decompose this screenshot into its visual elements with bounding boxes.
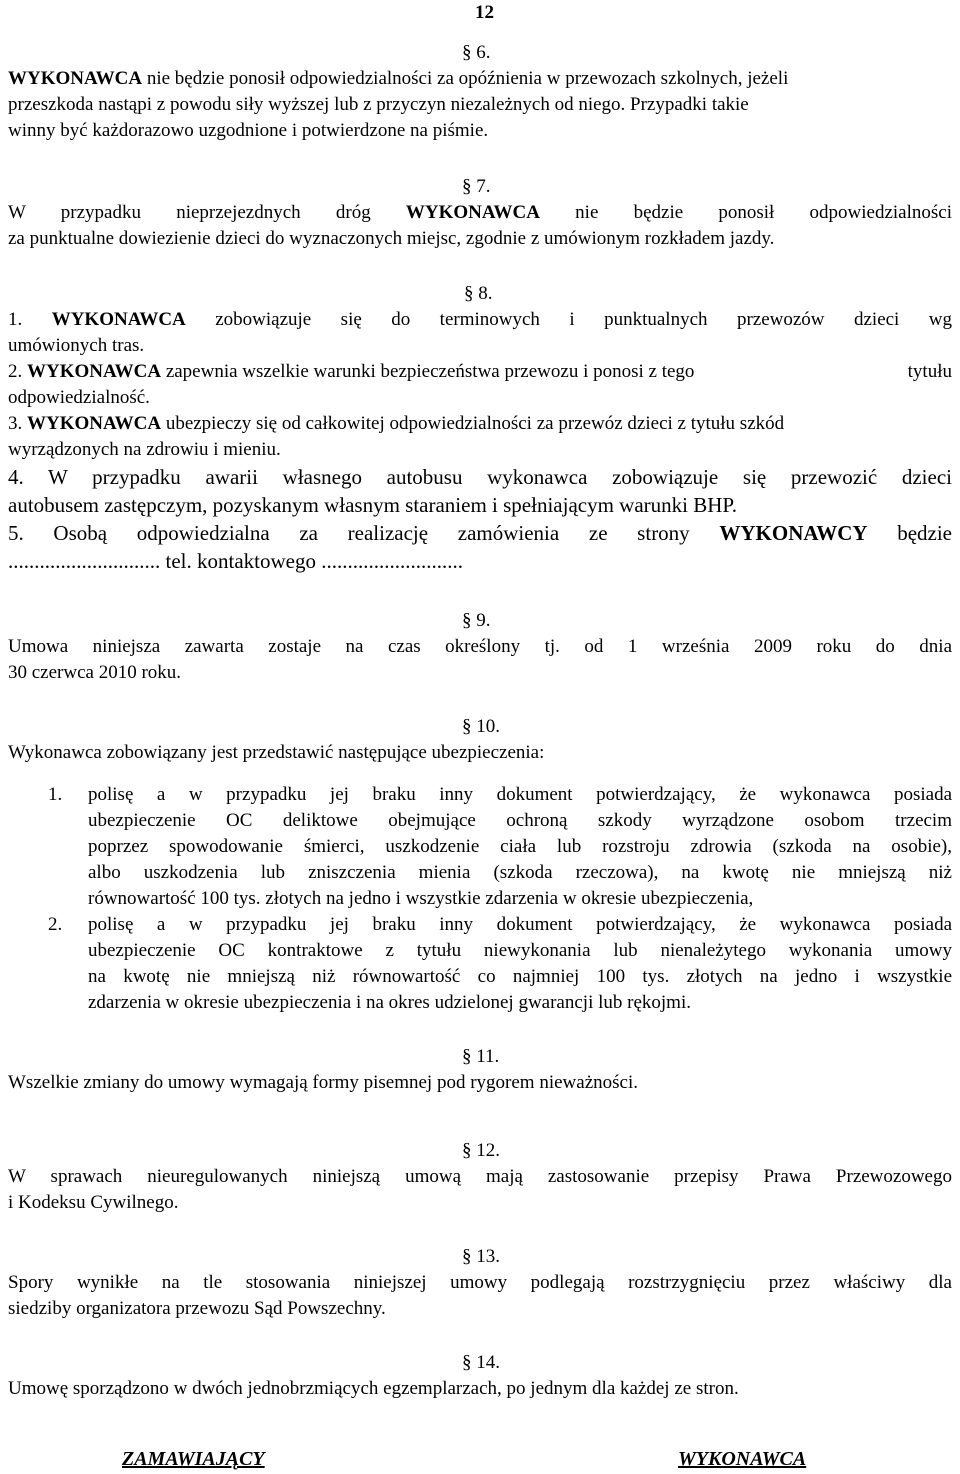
section-mark: § 14. <box>462 1352 500 1373</box>
text-line: na kwotę nie mniejszą niż równowartość co najmniej 100 tys. złotych na jedno i wszystkie <box>88 966 952 987</box>
text-line: polisę a w przypadku jej braku inny dokument potwierdzający, że wykonawca posiada <box>88 914 952 935</box>
item-text <box>88 782 952 912</box>
bold-term: WYKONAWCA <box>405 202 540 223</box>
section-7-text <box>8 200 952 252</box>
text-line: ubezpieczenie OC kontraktowe z tytułu niewykonania lub nienależytego wykonania umowy <box>88 940 952 961</box>
section-10-intro: Wykonawca zobowiązany jest przedstawić następujące ubezpieczenia: <box>8 742 545 763</box>
text-line: siedziby organizatora przewozu Sąd Powszechny. <box>8 1298 386 1319</box>
item-number: 2. <box>8 361 27 382</box>
bold-term: WYKONAWCY <box>719 521 868 545</box>
bold-term: WYKONAWCA <box>27 413 162 434</box>
item-number: 1. <box>8 309 52 330</box>
text-line: ubezpieczy się od całkowitej odpowiedzialności za przewóz dzieci z tytułu szkód <box>161 413 785 434</box>
text-line: poprzez spowodowanie śmierci, uszkodzenie ciała lub rozstroju zdrowia (szkoda na osobie), <box>88 836 952 857</box>
text-line: odpowiedzialność. <box>8 387 150 408</box>
item-number: 3. <box>8 413 27 434</box>
text-line: za punktualne dowiezienie dzieci do wyznaczonych miejsc, zgodnie z umówionym rozkładem jazdy. <box>8 228 775 249</box>
section-mark: § 7. <box>462 176 491 197</box>
text-line: przeszkoda nastąpi z powodu siły wyższej lub z przyczyn niezależnych od niego. Przypadki takie <box>8 94 749 115</box>
section-8-text <box>8 307 952 575</box>
text-line: wyrządzonych na zdrowiu i mieniu. <box>8 439 281 460</box>
text-line: Umowa niniejsza zawarta zostaje na czas określony tj. od 1 września 2009 roku do dnia <box>8 636 952 657</box>
text-line: W sprawach nieuregulowanych niniejszą umową mają zastosowanie przepisy Prawa Przewozowego <box>8 1166 952 1187</box>
section-mark: § 11. <box>462 1046 500 1067</box>
text-line: autobusem zastępczym, pozyskanym własnym staraniem i spełniającym warunki BHP. <box>8 493 738 517</box>
section-mark: § 10. <box>462 716 500 737</box>
text-line: winny być każdorazowo uzgodnione i potwierdzone na piśmie. <box>8 120 489 141</box>
section-mark: § 8. <box>464 283 493 304</box>
bold-term: WYKONAWCA <box>27 361 162 382</box>
text-line: 30 czerwca 2010 roku. <box>8 662 182 683</box>
bold-term: WYKONAWCA <box>51 309 186 330</box>
item-text <box>88 912 952 1016</box>
section-mark: § 12. <box>462 1140 500 1161</box>
text-line: będzie <box>867 521 952 545</box>
section-13-text <box>8 1270 952 1322</box>
section-6-text <box>8 66 952 144</box>
section-mark: § 6. <box>462 42 491 63</box>
text-line: ubezpieczenie OC deliktowe obejmujące ochroną szkody wyrządzone osobom trzecim <box>88 810 952 831</box>
text-line: Spory wynikłe na tle stosowania niniejszej umowy podlegają rozstrzygnięciu przez właściwy dla <box>8 1272 952 1293</box>
text-line: W przypadku nieprzejezdnych dróg <box>8 202 406 223</box>
text-line: zdarzenia w okresie ubezpieczenia i na okres udzielonej gwarancji lub rękojmi. <box>88 992 691 1013</box>
section-9-text <box>8 634 952 686</box>
text-line: tytułu <box>907 361 952 382</box>
section-12-text <box>8 1164 952 1216</box>
item-number: 2. <box>48 914 63 935</box>
signature-contractor: WYKONAWCA <box>678 1448 807 1470</box>
item-number: 1. <box>48 784 63 805</box>
text-line: równowartość 100 tys. złotych na jedno i wszystkie zdarzenia w okresie ubezpieczenia, <box>88 888 754 909</box>
text-line: albo uszkodzenia lub zniszczenia mienia (szkoda rzeczowa), na kwotę nie mniejszą niż <box>88 862 952 883</box>
section-11-text: Wszelkie zmiany do umowy wymagają formy pisemnej pod rygorem nieważności. <box>8 1072 638 1093</box>
section-mark: § 9. <box>462 610 491 631</box>
text-line: 4. W przypadku awarii własnego autobusu wykonawca zobowiązuje się przewozić dzieci <box>8 465 952 489</box>
text-line: i Kodeksu Cywilnego. <box>8 1192 179 1213</box>
text-line: zapewnia wszelkie warunki bezpieczeństwa przewozu i ponosi z tego <box>161 361 695 382</box>
text-line: umówionych tras. <box>8 335 145 356</box>
text-line: polisę a w przypadku jej braku inny dokument potwierdzający, że wykonawca posiada <box>88 784 952 805</box>
page-number: 12 <box>475 2 494 23</box>
text-line: ............................. tel. kontaktowego ........................... <box>8 549 463 573</box>
section-mark: § 13. <box>462 1246 500 1267</box>
bold-term: WYKONAWCA <box>8 68 143 89</box>
section-14-text: Umowę sporządzono w dwóch jednobrzmiących egzemplarzach, po jednym dla każdej ze stron. <box>8 1378 739 1399</box>
text-line: zobowiązuje się do terminowych i punktualnych przewozów dzieci wg <box>185 309 953 330</box>
signature-ordering-party: ZAMAWIAJĄCY <box>122 1448 265 1470</box>
text-line: nie będzie ponosił odpowiedzialności za opóźnienia w przewozach szkolnych, jeżeli <box>142 68 789 89</box>
text-line: 5. Osobą odpowiedzialna za realizację zamówienia ze strony <box>8 521 720 545</box>
text-line: nie będzie ponosił odpowiedzialności <box>539 202 952 223</box>
